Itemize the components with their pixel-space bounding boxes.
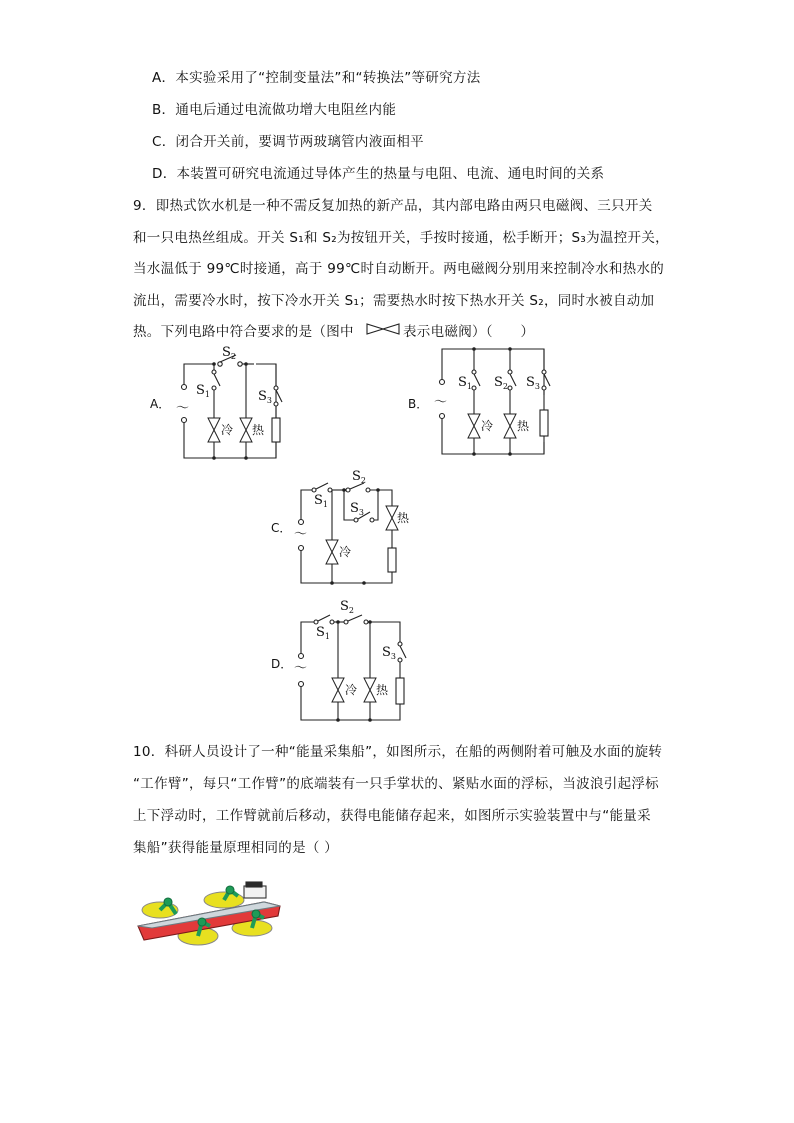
- svg-text:热: 热: [517, 419, 530, 433]
- q8-option-a: A．本实验采用了“控制变量法”和“转换法”等研究方法: [152, 70, 481, 86]
- q9-line-5b: 表示电磁阀）（ ）: [403, 324, 535, 340]
- svg-text:热: 热: [376, 683, 389, 697]
- d-s2-label: $S_2$: [340, 599, 354, 615]
- svg-text:冷: 冷: [339, 545, 352, 559]
- valve-symbol-icon: [365, 322, 401, 336]
- svg-text:冷: 冷: [221, 423, 234, 437]
- svg-text:冷: 冷: [481, 419, 494, 433]
- svg-text:热: 热: [397, 511, 410, 525]
- circuit-c: [268, 466, 418, 591]
- circuit-c-label: C．: [271, 521, 292, 535]
- q10-line-4: 集船”获得能量原理相同的是（ ）: [133, 840, 339, 856]
- circuit-b-source-icon: ～: [434, 395, 448, 410]
- circuit-b-label: B．: [408, 397, 429, 411]
- q9-line-4: 流出，需要冷水时，按下冷水开关 S₁；需要热水时按下热水开关 S₂，同时水被自动加: [133, 293, 655, 309]
- b-s2-label: $S_2$: [494, 375, 508, 391]
- circuit-a-source-icon: ～: [176, 401, 190, 416]
- q8-option-c: C．闭合开关前，要调节两玻璃管内液面相平: [152, 134, 424, 150]
- c-s2-label: $S_2$: [352, 469, 366, 485]
- svg-text:热: 热: [252, 423, 265, 437]
- svg-text:冷: 冷: [345, 683, 358, 697]
- a-s2-label: $S_2$: [222, 345, 236, 361]
- b-s3-label: $S_3$: [526, 375, 540, 391]
- circuit-c-source-icon: ～: [294, 527, 308, 542]
- circuit-d-label: D．: [271, 657, 293, 671]
- c-s3-label: $S_3$: [350, 501, 364, 517]
- c-s1-label: $S_1$: [314, 493, 328, 509]
- q9-line-1: 9．即热式饮水机是一种不需反复加热的新产品，其内部电路由两只电磁阀、三只开关: [133, 198, 653, 214]
- a-s1-label: $S_1$: [196, 383, 210, 399]
- q9-line-5a: 热。下列电路中符合要求的是（图中: [133, 324, 354, 340]
- circuit-b: [406, 340, 556, 465]
- energy-harvesting-ship-image: [132, 876, 284, 954]
- circuit-d-source-icon: ～: [294, 661, 308, 676]
- circuit-d: [268, 598, 418, 728]
- b-s1-label: $S_1$: [458, 375, 472, 391]
- q8-option-b: B．通电后通过电流做功增大电阻丝内能: [152, 102, 397, 118]
- q9-line-2: 和一只电热丝组成。开关 S₁和 S₂为按钮开关，手按时接通，松手断开；S₃为温控开关，: [133, 230, 669, 246]
- a-s3-label: $S_3$: [258, 389, 272, 405]
- q10-line-1: 10．科研人员设计了一种“能量采集船”，如图所示，在船的两侧附着可触及水面的旋转: [133, 744, 663, 760]
- d-s1-label: $S_1$: [316, 625, 330, 641]
- q8-option-d: D．本装置可研究电流通过导体产生的热量与电阻、电流、通电时间的关系: [152, 166, 605, 182]
- q9-line-3: 当水温低于 99℃时接通，高于 99℃时自动断开。两电磁阀分别用来控制冷水和热水的: [133, 261, 665, 277]
- circuit-a-label: A．: [150, 397, 171, 411]
- q10-line-3: 上下浮动时，工作臂就前后移动，获得电能储存起来，如图所示实验装置中与“能量采: [133, 808, 651, 824]
- d-s3-label: $S_3$: [382, 645, 396, 661]
- q10-line-2: “工作臂”，每只“工作臂”的底端装有一只手掌状的、紧贴水面的浮标，当波浪引起浮标: [133, 776, 659, 792]
- circuit-a: [148, 340, 298, 465]
